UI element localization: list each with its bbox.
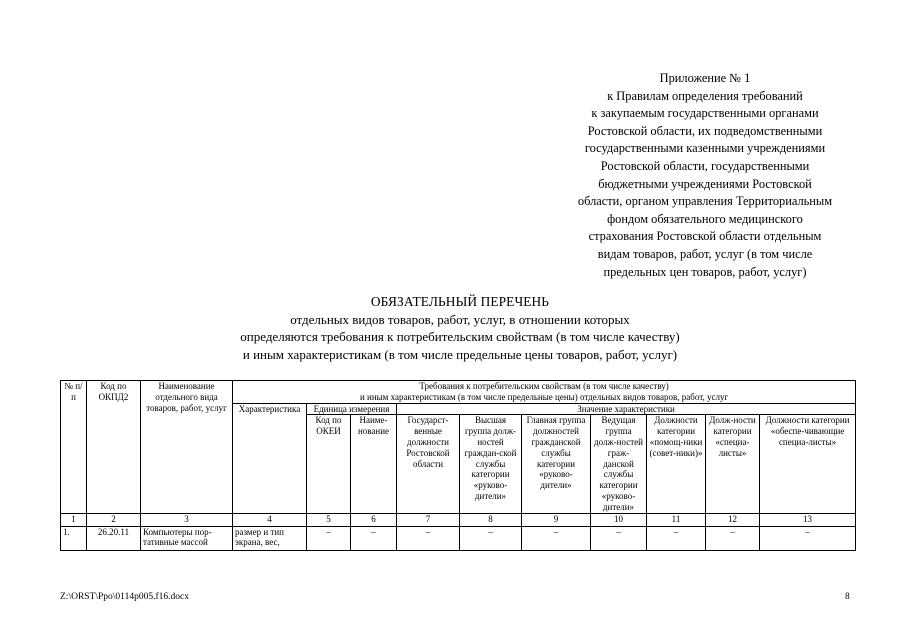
requirements-table — [60, 380, 856, 551]
header-position: Высшая группа долж-ностей граждан-ской службы категории «руково-дители» — [460, 415, 522, 513]
column-number: 1 — [61, 513, 87, 526]
appendix-line: предельных цен товаров, работ, услуг) — [603, 264, 807, 279]
row-value-empty: – — [351, 526, 397, 550]
header-position: Главная группа должностей гражданской службы категории «руково-дители» — [522, 415, 591, 513]
row-item-name: Компьютеры пор-тативные массой — [141, 526, 233, 550]
header-requirements — [233, 381, 856, 404]
file-path-footer: Z:\ORST\Ppo\0114p005.f16.docx — [60, 592, 189, 602]
appendix-line: государственными казенными учреждениями — [584, 141, 826, 156]
appendix-line: страхования Ростовской области отдельным — [588, 229, 822, 244]
column-number: 5 — [307, 513, 351, 526]
row-value-empty: – — [397, 526, 460, 550]
header-no: № п/п — [61, 381, 87, 514]
row-okpd2-code: 26.20.11 — [87, 526, 141, 550]
header-okei-code: Код по ОКЕИ — [307, 415, 351, 513]
row-value-empty: – — [591, 526, 647, 550]
subtitle-line: определяются требования к потребительским свойствам (в том числе качеству) — [240, 329, 680, 345]
column-number: 3 — [141, 513, 233, 526]
appendix-line: видам товаров, работ, услуг (в том числе — [597, 246, 813, 261]
row-characteristic: размер и тип экрана, вес, — [233, 526, 307, 550]
column-number: 13 — [760, 513, 856, 526]
column-number: 8 — [460, 513, 522, 526]
appendix-line: Ростовской области, их подведомственными — [587, 123, 823, 138]
header-position: Должности категории «обеспе-чивающие специа-листы» — [760, 415, 856, 513]
table-row — [61, 526, 856, 550]
appendix-line: бюджетными учреждениями Ростовской — [598, 176, 812, 191]
column-number: 12 — [706, 513, 760, 526]
appendix-line: фондом обязательного медицинского — [607, 211, 803, 226]
row-value-empty: – — [647, 526, 706, 550]
requirements-line: и иным характеристикам (в том числе предельные цены) отдельных видов товаров, работ, услуг — [359, 391, 729, 402]
column-number: 11 — [647, 513, 706, 526]
header-name: Наименование отдельного вида товаров, работ, услуг — [141, 381, 233, 514]
document-title: ОБЯЗАТЕЛЬНЫЙ ПЕРЕЧЕНЬ — [370, 294, 550, 309]
column-number: 10 — [591, 513, 647, 526]
header-unit: Единица измерения — [307, 403, 397, 415]
header-position: Ведущая группа долж-ностей граж-данской службы категории «руково-дители» — [591, 415, 647, 513]
column-number: 2 — [87, 513, 141, 526]
document-heading — [150, 293, 770, 363]
column-number: 6 — [351, 513, 397, 526]
subtitle-line: и иным характеристикам (в том числе предельные цены товаров, работ, услуг) — [242, 346, 678, 362]
header-position: Долж-ности категории «специа-листы» — [706, 415, 760, 513]
row-value-empty: – — [307, 526, 351, 550]
page-number: 8 — [845, 592, 850, 602]
appendix-line: Ростовской области, государственными — [600, 158, 810, 173]
column-number: 9 — [522, 513, 591, 526]
appendix-line: к закупаемым государственными органами — [591, 106, 819, 121]
row-value-empty: – — [706, 526, 760, 550]
column-number: 7 — [397, 513, 460, 526]
subtitle-line: отдельных видов товаров, работ, услуг, в отношении которых — [290, 311, 630, 327]
row-value-empty: – — [460, 526, 522, 550]
header-position: Должности категории «помощ-ники (совет-ники)» — [647, 415, 706, 513]
requirements-line: Требования к потребительским свойствам (в том числе качеству) — [419, 381, 669, 391]
appendix-line: к Правилам определения требований — [607, 88, 803, 103]
row-value-empty: – — [522, 526, 591, 550]
appendix-block — [540, 70, 870, 281]
header-position: Государст-венные должности Ростовской области — [397, 415, 460, 513]
column-number: 4 — [233, 513, 307, 526]
header-characteristic: Характеристика — [233, 403, 307, 513]
appendix-line: Приложение № 1 — [659, 71, 751, 85]
appendix-line: области, органом управления Территориальным — [577, 194, 833, 209]
header-unit-name: Наиме-нование — [351, 415, 397, 513]
row-no: 1. — [61, 526, 87, 550]
header-value: Значение характеристики — [397, 403, 856, 415]
header-okpd2: Код по ОКПД2 — [87, 381, 141, 514]
row-value-empty: – — [760, 526, 856, 550]
